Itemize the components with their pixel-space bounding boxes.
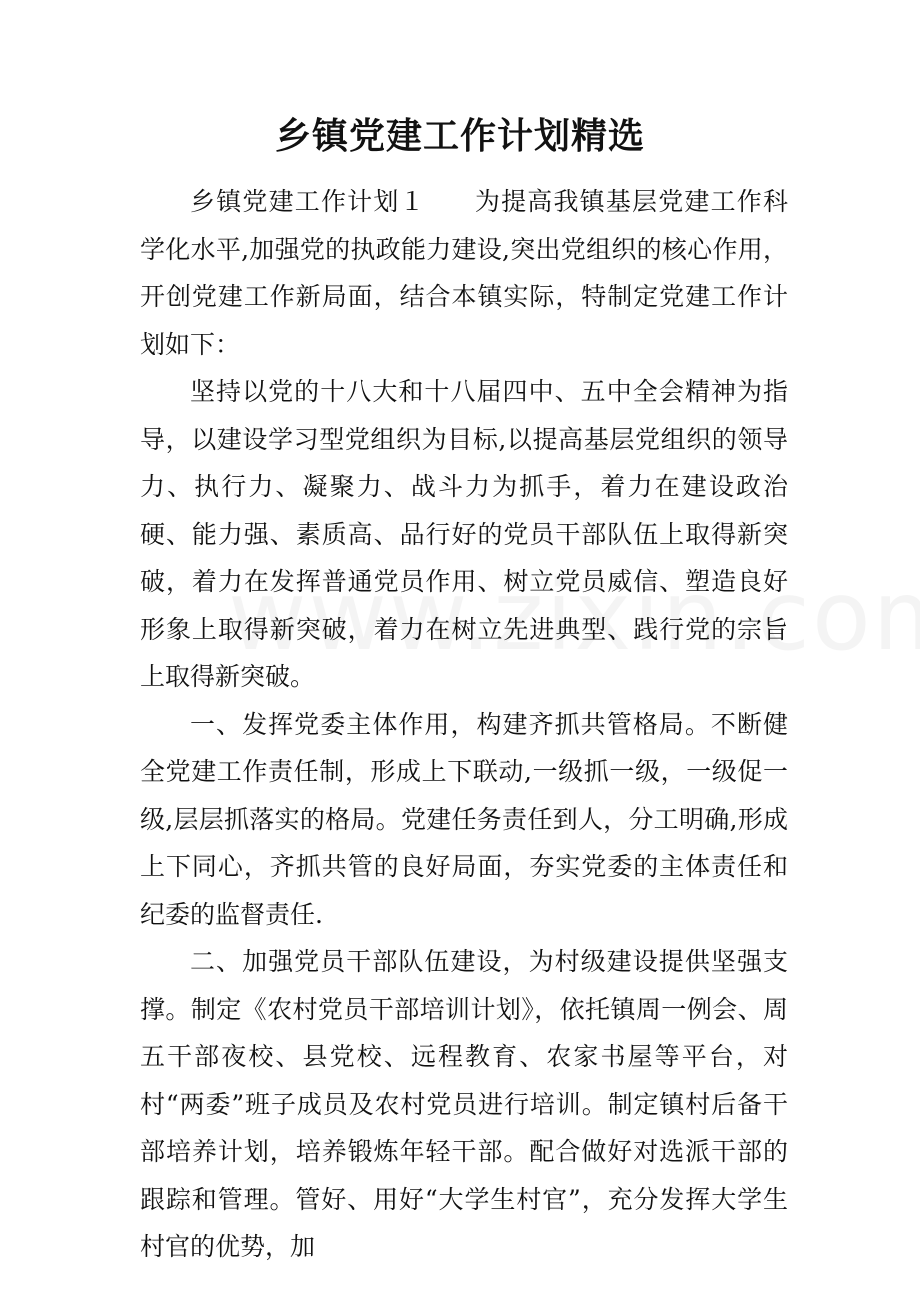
paragraph-intro bbox=[140, 178, 788, 368]
paragraph-text: 为提高我镇基层党建工作科学化水平,加强党的执政能力建设,突出党组织的核心作用，开创党建工作新局面，结合本镇实际，特制定党建工作计划如下： bbox=[140, 187, 788, 359]
paragraph-section-two: 二、加强党员干部队伍建设，为村级建设提供坚强支撑。制定《农村党员干部培训计划》，依托镇周一例会、周五干部夜校、县党校、远程教育、农家书屋等平台，对村“两委”班子成员及农村党员进行培训。制定镇村后备干部培养计划，培养锻炼年轻干部。配合做好对选派干部的跟踪和管理。管好、用好“大学生村官”，充分发挥大学生村官的优势，加 bbox=[140, 947, 788, 1261]
document-title: 乡镇党建工作计划精选 bbox=[274, 115, 645, 157]
paragraph-guiding-principle: 坚持以党的十八大和十八届四中、五中全会精神为指导，以建设学习型党组织为目标,以提高基层党组织的领导力、执行力、凝聚力、战斗力为抓手，着力在建设政治硬、能力强、素质高、品行好的党员干部队伍上取得新突破，着力在发挥普通党员作用、树立党员威信、塑造良好形象上取得新突破，着力在树立先进典型、践行党的宗旨上取得新突破。 bbox=[140, 377, 788, 691]
paragraph-section-one: 一、发挥党委主体作用，构建齐抓共管格局。不断健全党建工作责任制，形成上下联动,一级抓一级，一级促一级,层层抓落实的格局。党建任务责任到人，分工明确,形成上下同心，齐抓共管的良好局面，夯实党委的主体责任和纪委的监督责任. bbox=[140, 709, 788, 929]
intro-heading: 乡镇党建工作计划１ bbox=[190, 187, 426, 216]
document-body bbox=[140, 178, 788, 1271]
